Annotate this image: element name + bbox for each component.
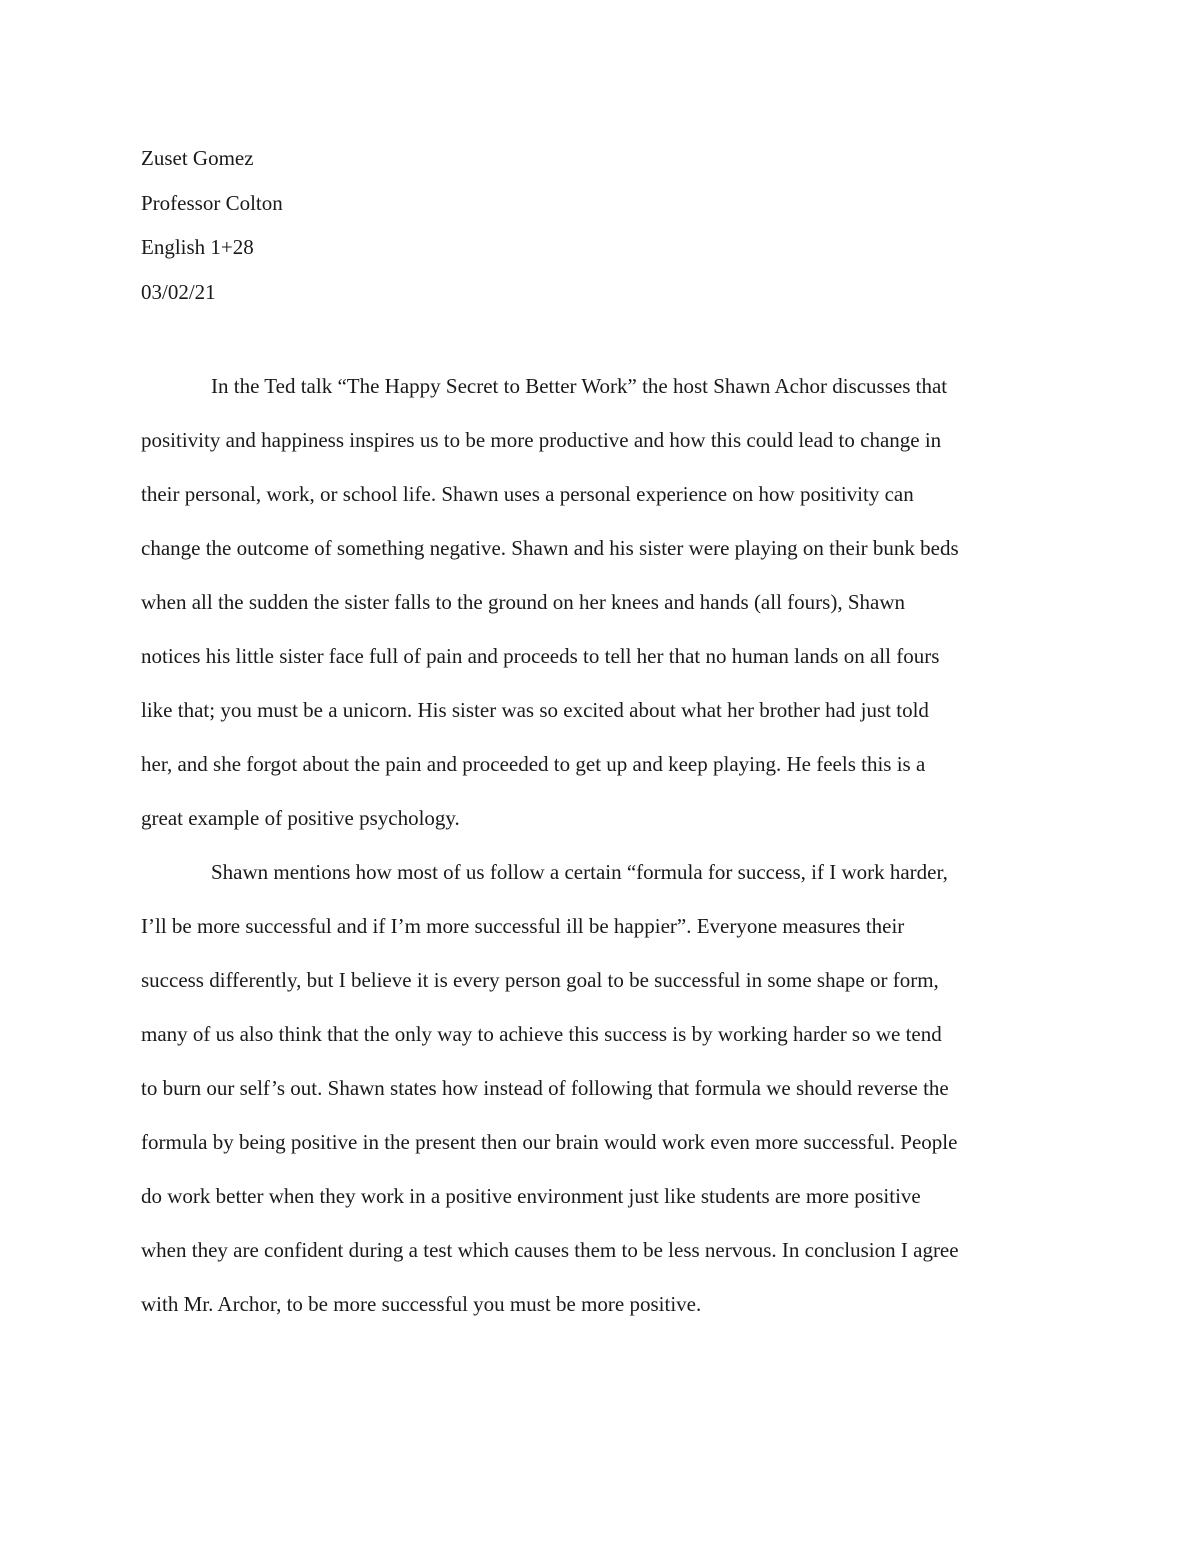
paragraph-line: when all the sudden the sister falls to the ground on her knees and hands (all fours), Shawn	[141, 590, 905, 614]
professor-name: Professor Colton	[141, 190, 283, 215]
paragraph-line: do work better when they work in a positive environment just like students are more positive	[141, 1184, 921, 1208]
header-spacer	[141, 314, 1061, 359]
paragraph-line: when they are confident during a test which causes them to be less nervous. In conclusion I agree	[141, 1238, 959, 1262]
paragraph-line: to burn our self’s out. Shawn states how instead of following that formula we should reverse the	[141, 1076, 949, 1100]
paragraph-line: great example of positive psychology.	[141, 806, 460, 830]
course-name: English 1+28	[141, 235, 254, 259]
paragraph-line: positivity and happiness inspires us to be more productive and how this could lead to change in	[141, 428, 942, 452]
paragraph-line: like that; you must be a unicorn. His sister was so excited about what her brother had just told	[141, 698, 929, 722]
paragraph-1	[141, 359, 1061, 845]
paragraph-line: her, and she forgot about the pain and proceeded to get up and keep playing. He feels this is a	[141, 752, 926, 776]
paragraph-line: change the outcome of something negative. Shawn and his sister were playing on their bunk beds	[141, 536, 959, 560]
paragraph-line: with Mr. Archor, to be more successful you must be more positive.	[141, 1292, 702, 1316]
paragraph-line: their personal, work, or school life. Shawn uses a personal experience on how positivity can	[141, 482, 914, 506]
essay-document	[141, 136, 1061, 1331]
date: 03/02/21	[141, 279, 216, 304]
paragraph-line: many of us also think that the only way to achieve this success is by working harder so we tend	[141, 1022, 942, 1046]
paragraph-line: Shawn mentions how most of us follow a certain “formula for success, if I work harder,	[211, 860, 948, 884]
student-name: Zuset Gomez	[141, 146, 254, 170]
paragraph-line: success differently, but I believe it is every person goal to be successful in some shape or form,	[141, 968, 939, 992]
paragraph-line: formula by being positive in the present then our brain would work even more successful. People	[141, 1130, 958, 1154]
paragraph-line: notices his little sister face full of pain and proceeds to tell her that no human lands on all fours	[141, 644, 940, 668]
paragraph-2	[141, 845, 1061, 1331]
paragraph-line: I’ll be more successful and if I’m more successful ill be happier”. Everyone measures their	[141, 914, 905, 938]
paragraph-line: In the Ted talk “The Happy Secret to Better Work” the host Shawn Achor discusses that	[211, 374, 948, 398]
